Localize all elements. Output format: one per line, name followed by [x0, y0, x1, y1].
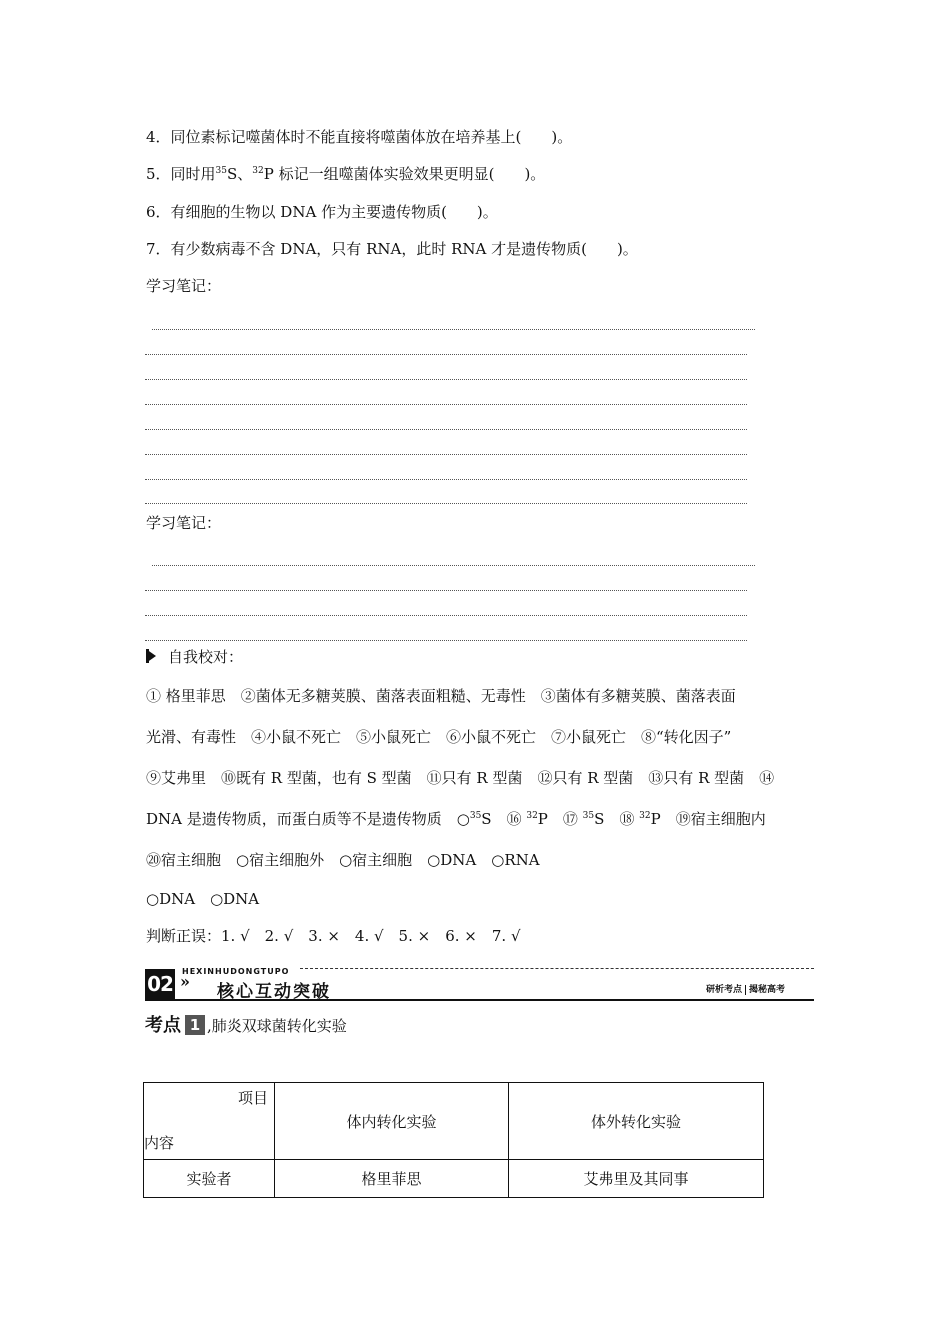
judgment-answers: 判断正误：1. √ 2. √ 3. × 4. √ 5. × 6. × 7. √: [146, 927, 521, 945]
note-line: [145, 503, 747, 504]
note-line: [145, 354, 747, 355]
study-notes-label: 学习笔记：: [146, 277, 222, 295]
table-header-cell: 体内转化实验: [275, 1083, 509, 1160]
table-row-label: 实验者: [144, 1160, 275, 1198]
self-check-heading: [146, 646, 243, 667]
section-number-badge: 02: [145, 969, 175, 999]
isotope-superscript: 32: [252, 166, 264, 176]
note-line: [152, 329, 755, 330]
table-header-cell: 体外转化实验: [509, 1083, 764, 1160]
corner-label-bottom: 内容: [144, 1134, 175, 1152]
section-pinyin: [182, 960, 289, 978]
tagline-part: 揭秘高考: [745, 985, 785, 995]
kaodian-title: 肺炎双球菌转化实验: [211, 1017, 347, 1035]
self-check-line: ⑨艾弗里 ⑩既有 R 型菌，也有 S 型菌 ⑪只有 R 型菌 ⑫只有 R 型菌 ⑬只有 R 型菌 ⑭: [146, 769, 775, 787]
table-corner-cell: [144, 1083, 275, 1160]
note-line: [145, 479, 747, 480]
self-check-text: P ⑲宿主细胞内: [650, 810, 766, 828]
section-title: 核心互动突破: [217, 982, 331, 1002]
question-4: 4．同位素标记噬菌体时不能直接将噬菌体放在培养基上( )。: [146, 128, 573, 146]
question-6: 6．有细胞的生物以 DNA 作为主要遗传物质( )。: [146, 203, 498, 221]
isotope-superscript: 35: [469, 811, 482, 821]
isotope-superscript: 32: [526, 811, 538, 821]
table-cell: 格里菲思: [275, 1160, 509, 1198]
experiment-comparison-table: [143, 1082, 764, 1198]
isotope-superscript: 35: [582, 811, 595, 821]
study-notes-label: 学习笔记：: [146, 514, 222, 532]
section-tagline: [706, 982, 788, 995]
question-7: 7．有少数病毒不含 DNA，只有 RNA，此时 RNA 才是遗传物质( )。: [146, 240, 638, 258]
note-line: [145, 404, 747, 405]
tagline-part: 研析考点: [706, 985, 743, 995]
isotope-superscript: 32: [639, 811, 651, 821]
self-check-line: [146, 808, 766, 829]
banner-top-rule: [300, 968, 814, 969]
banner-bottom-rule: [145, 999, 814, 1001]
table-header-row: [144, 1083, 764, 1160]
double-chevron-icon: »: [180, 972, 190, 991]
self-check-text: DNA 是遗传物质，而蛋白质等不是遗传物质 ○: [146, 810, 470, 828]
note-line: [145, 429, 747, 430]
kaodian-number-badge: 1: [185, 1015, 205, 1035]
note-line: [145, 454, 747, 455]
self-check-title: 自我校对：: [168, 648, 244, 666]
table-cell: 艾弗里及其同事: [509, 1160, 764, 1198]
self-check-line: 光滑、有毒性 ④小鼠不死亡 ⑤小鼠死亡 ⑥小鼠不死亡 ⑦小鼠死亡 ⑧“转化因子”: [146, 728, 732, 746]
note-line: [145, 615, 747, 616]
note-line: [145, 379, 747, 380]
kaodian-heading: 考点 1 ,肺炎双球菌转化实验: [145, 1015, 347, 1036]
self-check-text: P ⑰: [537, 810, 583, 828]
corner-label-top: 项目: [237, 1089, 268, 1107]
section-marker-icon: [146, 649, 156, 663]
isotope-superscript: 35: [215, 166, 227, 176]
self-check-line: ⑳宿主细胞 ○宿主细胞外 ○宿主细胞 ○DNA ○RNA: [146, 851, 540, 869]
note-line: [152, 565, 755, 566]
question-5-text: 5．同时用: [146, 165, 216, 183]
section-pinyin-text: HEXINHUDONGTUPO: [182, 967, 290, 976]
kaodian-label: 考点: [145, 1015, 181, 1036]
self-check-text: S ⑯: [481, 810, 527, 828]
question-5: [146, 163, 545, 184]
self-check-line: ① 格里菲思 ②菌体无多糖荚膜、菌落表面粗糙、无毒性 ③菌体有多糖荚膜、菌落表面: [146, 687, 736, 705]
question-5-text: P 标记一组噬菌体实验效果更明显( )。: [263, 165, 546, 183]
table-row: [144, 1160, 764, 1198]
question-5-text: S、: [227, 165, 253, 183]
note-line: [145, 590, 747, 591]
self-check-line: ○DNA ○DNA: [146, 890, 260, 908]
note-line: [145, 640, 747, 641]
self-check-text: S ⑱: [594, 810, 640, 828]
